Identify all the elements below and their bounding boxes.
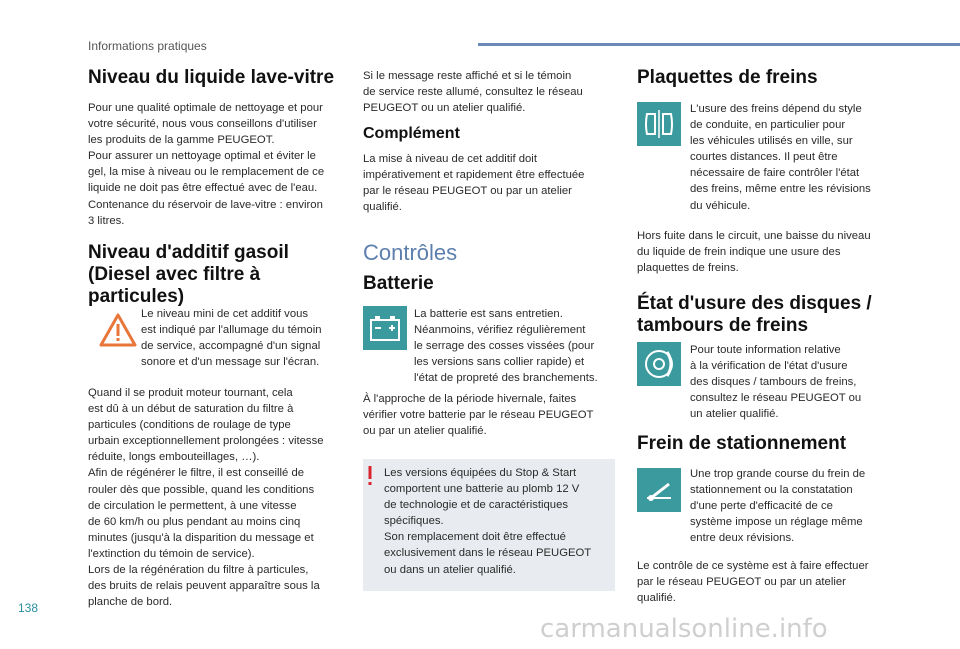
page-number: 138 [18,601,39,615]
discs-icon-text: Pour toute information relative à la vérification de l'état d'usure des disques / tambours de freins, consultez le réseau PEUGEOT ou un atelier qualifié. [690,344,862,421]
section-header: Informations pratiques [88,39,207,53]
warning-triangle-icon [99,313,137,347]
parking-brake-title: Frein de stationnement [637,433,847,454]
additive-title: Niveau d'additif gasoil (Diesel avec filtre à particules) [88,242,289,307]
battery-title: Batterie [363,273,434,294]
controls-title: Contrôles [363,240,458,265]
washer-title: Niveau du liquide lave-vitre [88,67,335,88]
additive-continued: Si le message reste affiché et si le témoin de service reste allumé, consultez le réseau PEUGEOT ou un atelier qualifié. [363,70,583,115]
exclamation-mark-icon [367,466,371,486]
washer-body: Pour une qualité optimale de nettoyage et pour votre sécurité, nous vous conseillons d'utiliser les produits de la gamme PEUGEOT. Pour assurer un nettoyage optimal et éviter le gel, la mise à niveau ou le remplacement de ce liquide ne doit pas être effectué avec de l'eau. Contenance du réservoir de lave-vitre : environ 3 litres. [88,102,325,227]
brake-disc-icon [637,342,681,386]
brake-pads-icon [637,102,681,146]
watermark: carmanualsonline.info [540,614,828,644]
additive-warning-text: Le niveau mini de cet additif vous est indiqué par l'allumage du témoin de service, accompagné d'un signal sonore et d'un message sur l'écran. [141,308,322,369]
parking-brake-icon-text: Une trop grande course du frein de stationnement ou la constatation d'une perte d'efficacité de ce système impose un réglage même entre deux révisions. [690,468,866,545]
complement-body: La mise à niveau de cet additif doit impérativement et rapidement être effectuée par le réseau PEUGEOT ou par un atelier qualifié. [363,153,585,214]
brake-pads-body: Hors fuite dans le circuit, une baisse du niveau du liquide de frein indique une usure des plaquettes de freins. [637,230,871,275]
stop-start-note-text: Les versions équipées du Stop & Start comportent une batterie au plomb 12 V de technologie et de caractéristiques spécifiques. Son remplacement doit être effectué exclusivement dans le réseau PEUGEOT ou dans un atelier qualifié. [384,467,592,576]
header-bar [478,43,960,46]
brake-pads-icon-text: L'usure des freins dépend du style de conduite, en particulier pour les véhicules utilisés en ville, sur courtes distances. Il peut être nécessaire de faire contrôler l'état des freins, même entre les révisions du véhicule. [690,103,871,212]
complement-title: Complément [363,125,460,142]
battery-body: À l'approche de la période hivernale, faites vérifier votre batterie par le réseau PEUGEOT ou par un atelier qualifié. [363,393,594,438]
battery-icon-text: La batterie est sans entretien. Néanmoins, vérifiez régulièrement le serrage des cosses vissées (pour les versions sans collier rapide) et l'état de propreté des branchements. [414,308,598,385]
parking-brake-body: Le contrôle de ce système est à faire effectuer par le réseau PEUGEOT ou par un atelier qualifié. [637,560,869,605]
discs-title: État d'usure des disques / tambours de freins [637,293,872,336]
battery-icon [363,306,407,350]
parking-brake-icon [637,468,681,512]
additive-body: Quand il se produit moteur tournant, cela est dû à un début de saturation du filtre à particules (conditions de roulage de type urbain exceptionnellement prolongées : vitesse réduite, longs embouteillages, …). Afin de régénérer le filtre, il est conseillé de rouler dès que possible, quand les conditions de circulation le permettent, à une vitesse de 60 km/h ou plus pendant au moins cinq minutes (jusqu'à la disparition du message et l'extinction du témoin de service). Lors de la régénération du filtre à particules, des bruits de relais peuvent apparaître sous la planche de bord. [88,387,324,609]
brake-pads-title: Plaquettes de freins [637,67,818,88]
